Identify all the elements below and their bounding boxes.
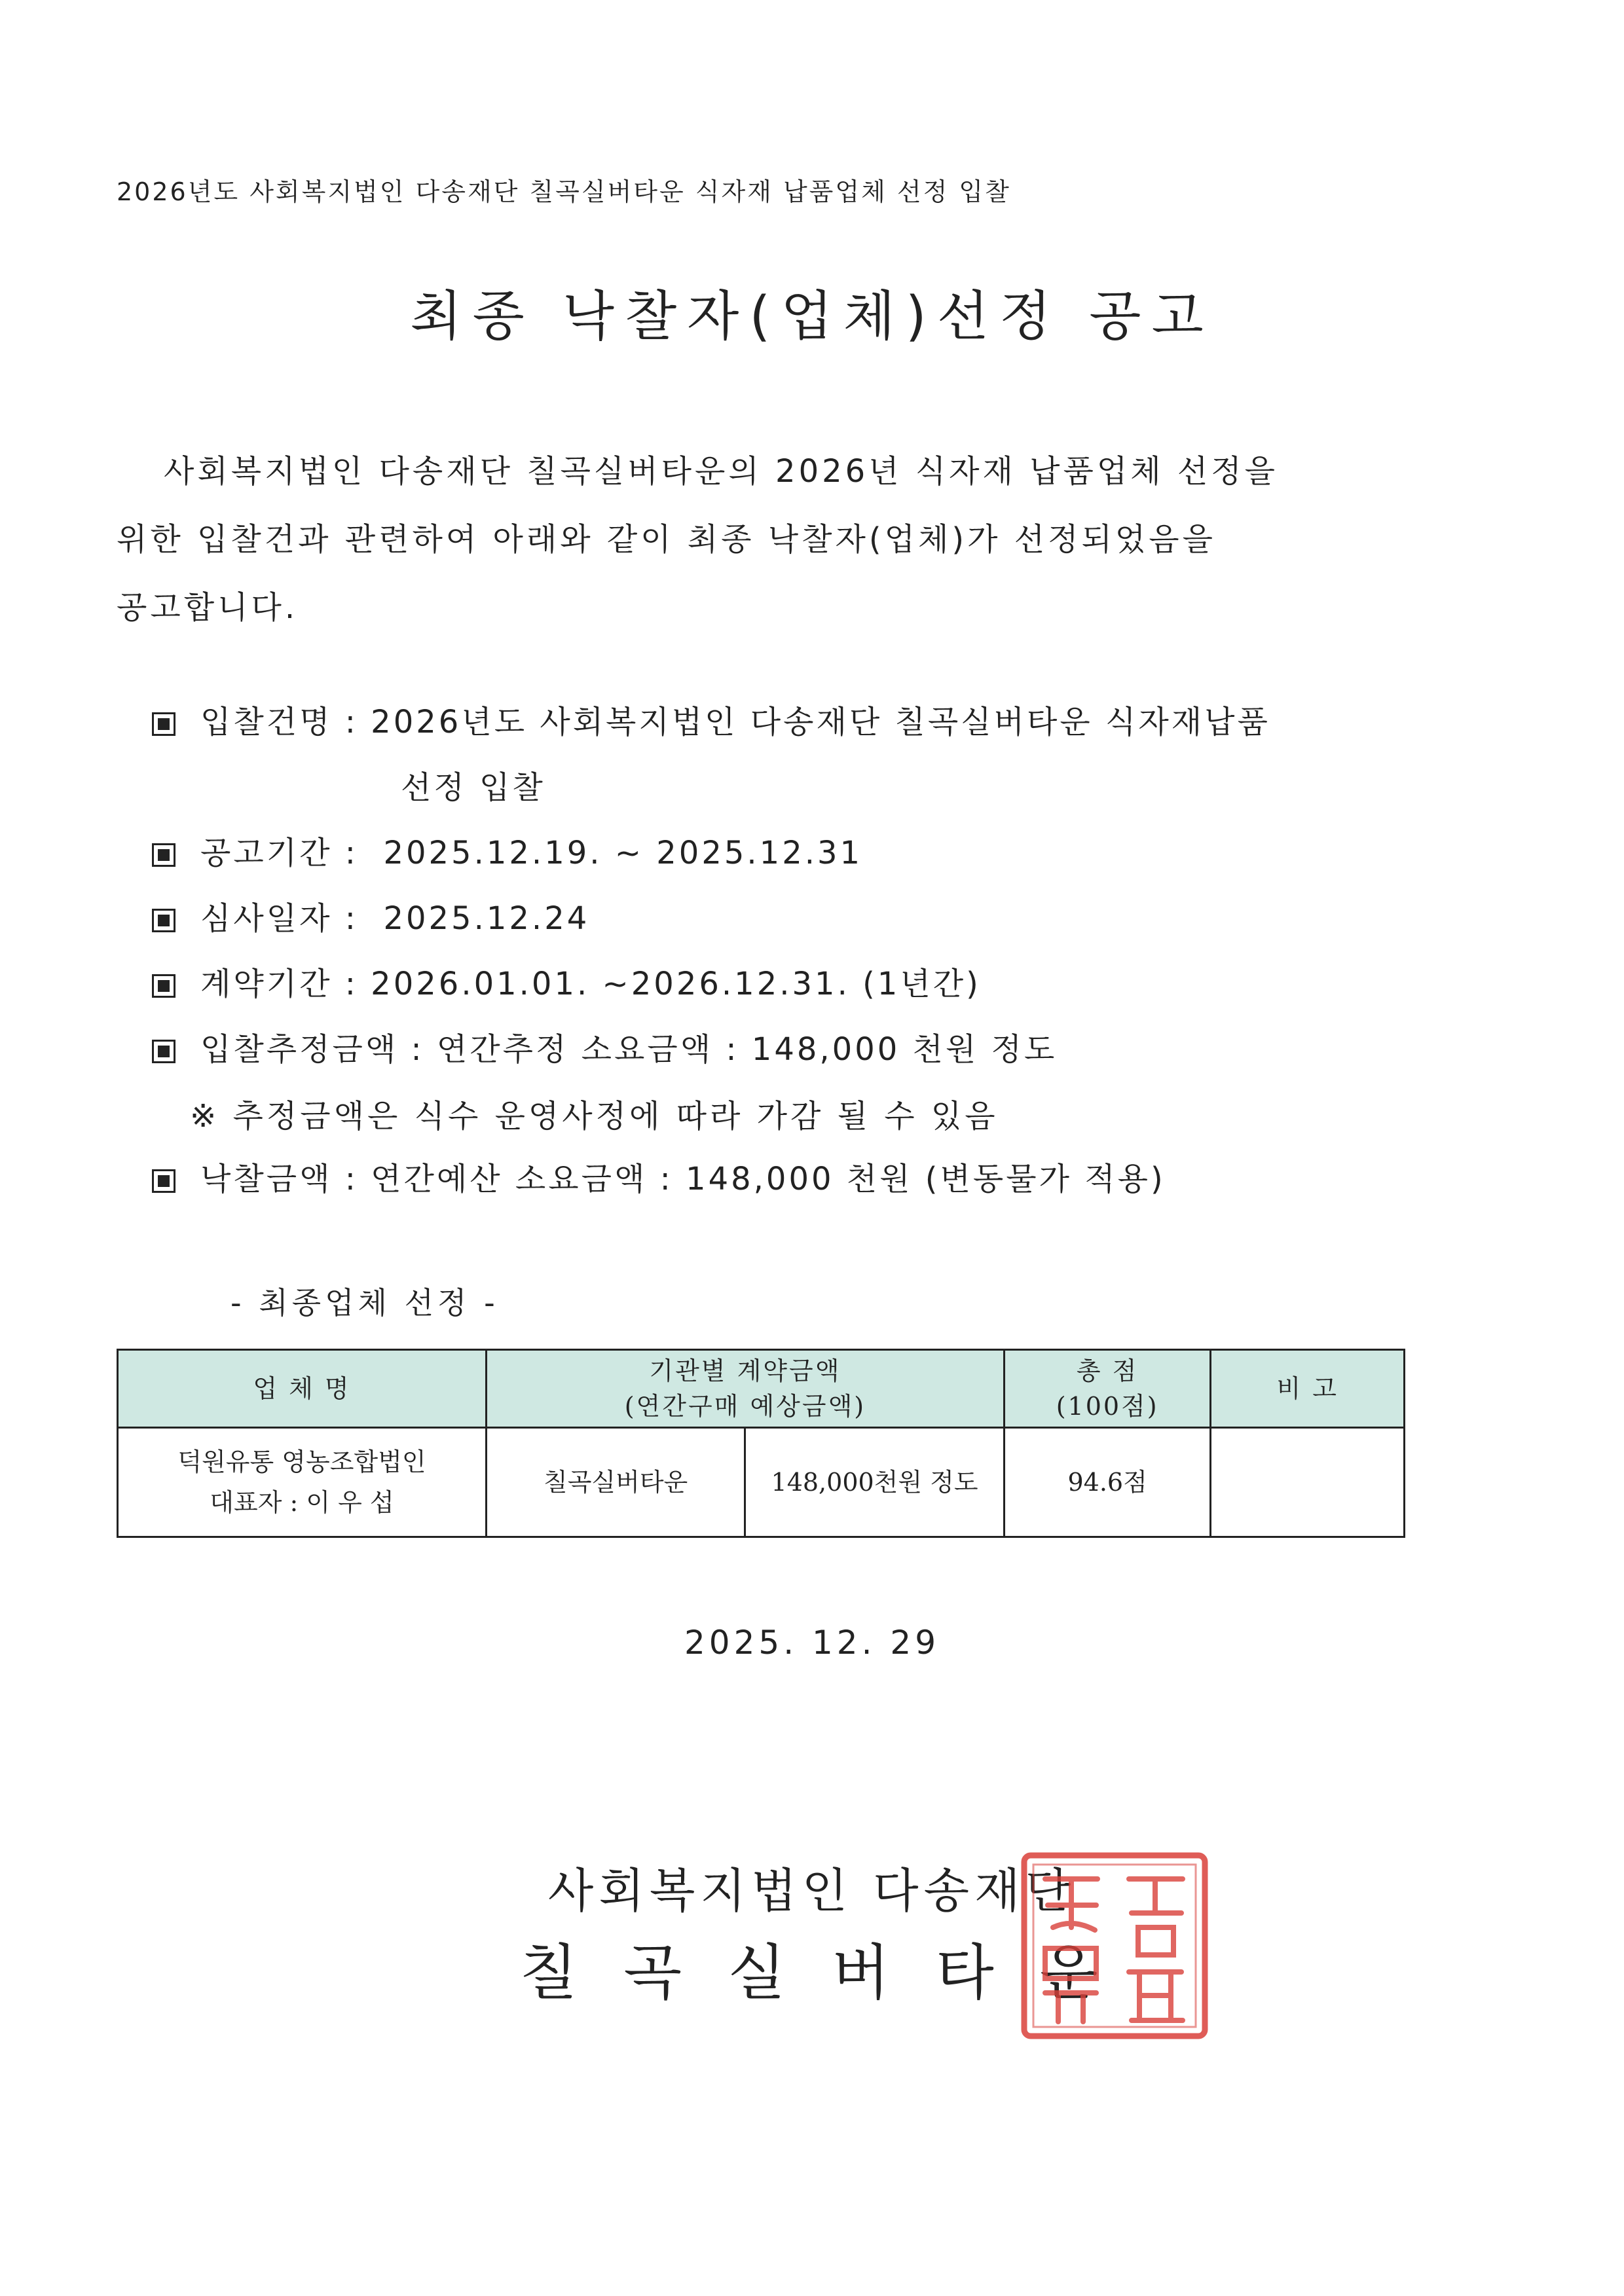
estimate-value: 연간추정 소요금액 : 148,000 천원 정도 xyxy=(436,1031,1058,1068)
section-heading: - 최종업체 선정 - xyxy=(231,1285,499,1321)
info-contract-period: 계약기간 : 2026.01.01. ~2026.12.31. (1년간) xyxy=(152,958,981,1004)
cell-remarks xyxy=(1211,1428,1405,1537)
square-bullet-icon xyxy=(152,1169,175,1193)
signature-name: 칠곡실버타운 xyxy=(519,1938,1144,2008)
square-bullet-icon xyxy=(152,974,175,998)
award-value: 연간예산 소요금액 : 148,000 천원 (변동물가 적용) xyxy=(371,1161,1166,1197)
header-line: 2026년도 사회복지법인 다송재단 칠곡실버타운 식자재 납품업체 선정 입찰 xyxy=(117,177,1011,206)
review-date-label: 심사일자 xyxy=(200,900,333,937)
document-date: 2025. 12. 29 xyxy=(684,1624,940,1662)
results-table xyxy=(117,1349,1405,1538)
info-notice-period: 공고기간 : 2025.12.19. ~ 2025.12.31 xyxy=(152,828,862,873)
header-company: 업 체 명 xyxy=(118,1350,487,1428)
intro-line-2: 위한 입찰건과 관련하여 아래와 같이 최종 낙찰자(업체)가 선정되었음을 xyxy=(117,521,1216,558)
bid-name-value-continued: 선정 입찰 xyxy=(401,769,545,806)
square-bullet-icon xyxy=(152,843,175,867)
official-seal-stamp-icon xyxy=(1019,1850,1210,2041)
review-date-value: 2025.12.24 xyxy=(383,900,590,937)
cell-institution: 칠곡실버타운 xyxy=(486,1428,745,1537)
cell-amount: 148,000천원 정도 xyxy=(745,1428,1005,1537)
contract-period-label: 계약기간 xyxy=(200,966,333,1002)
info-bid-name: 입찰건명 : 2026년도 사회복지법인 다송재단 칠곡실버타운 식자재납품 xyxy=(152,697,1270,742)
notice-period-value: 2025.12.19. ~ 2025.12.31 xyxy=(383,835,863,871)
signature-organization: 사회복지법인 다송재단 xyxy=(547,1863,1077,1918)
cell-score: 94.6점 xyxy=(1004,1428,1211,1537)
intro-line-3: 공고합니다. xyxy=(117,589,299,626)
header-remarks: 비 고 xyxy=(1211,1350,1405,1428)
intro-paragraph xyxy=(117,437,1387,642)
intro-line-1: 사회복지법인 다송재단 칠곡실버타운의 2026년 식자재 납품업체 선정을 xyxy=(164,453,1279,490)
award-label: 낙찰금액 xyxy=(200,1161,333,1197)
table-header-row xyxy=(118,1350,1405,1428)
estimate-label: 입찰추정금액 xyxy=(200,1031,399,1068)
info-review-date: 심사일자 : 2025.12.24 xyxy=(152,893,589,938)
header-contract-amount: 기관별 계약금액 (연간구매 예상금액) xyxy=(486,1350,1004,1428)
bid-name-label: 입찰건명 xyxy=(200,704,333,740)
cell-company: 덕원유통 영농조합법인 대표자 : 이 우 섭 xyxy=(118,1428,487,1537)
table-row xyxy=(118,1428,1405,1537)
square-bullet-icon xyxy=(152,1040,175,1063)
document-title: 최종 낙찰자(업체)선정 공고 xyxy=(410,285,1214,348)
notice-period-label: 공고기간 xyxy=(200,835,333,871)
info-estimate: 입찰추정금액 : 연간추정 소요금액 : 148,000 천원 정도 xyxy=(152,1024,1057,1069)
info-bid-name-continued xyxy=(401,762,545,807)
square-bullet-icon xyxy=(152,712,175,736)
contract-period-value: 2026.01.01. ~2026.12.31. (1년간) xyxy=(371,966,981,1002)
info-award: 낙찰금액 : 연간예산 소요금액 : 148,000 천원 (변동물가 적용) xyxy=(152,1154,1166,1199)
header-total-score: 총 점 (100점) xyxy=(1004,1350,1211,1428)
estimate-note: ※ 추정금액은 식수 운영사정에 따라 가감 될 수 있음 xyxy=(190,1098,999,1135)
square-bullet-icon xyxy=(152,909,175,932)
bid-name-value: 2026년도 사회복지법인 다송재단 칠곡실버타운 식자재납품 xyxy=(371,704,1270,740)
